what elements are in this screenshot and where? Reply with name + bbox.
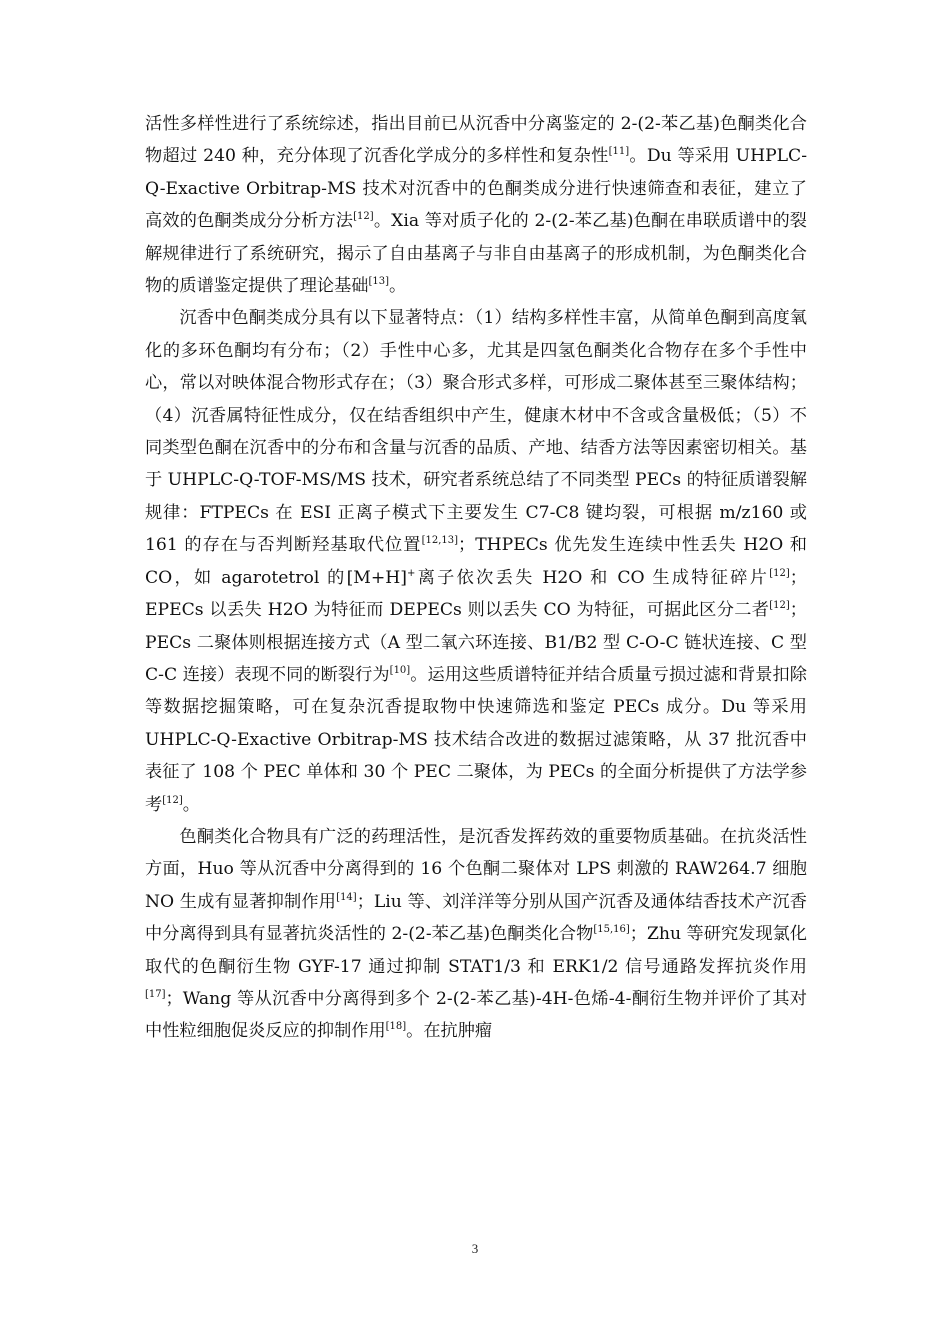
paragraph [145, 302, 807, 821]
text-segment: 。 [182, 794, 200, 815]
citation-superscript: [12] [769, 600, 790, 612]
text-segment: ；Wang 等从沉香中分离得到多个 2-(2-苯乙基)-4H-色烯-4-酮衍生物并评价了其对中性粒细胞促炎反应的抑制作用 [145, 988, 807, 1042]
citation-superscript: + [407, 567, 416, 579]
text-segment: ；THPECs 优先发生连续中性丢失 H2O 和 CO，如 agarotetrol 的[M+H] [145, 535, 807, 588]
citation-superscript: [18] [385, 1021, 407, 1033]
citation-superscript: [12] [353, 211, 374, 223]
citation-superscript: [12] [162, 794, 183, 806]
citation-superscript: [12] [769, 567, 790, 579]
citation-superscript: [13] [368, 276, 389, 288]
text-segment: 沉香中色酮类成分具有以下显著特点：（1）结构多样性丰富，从简单色酮到高度氧化的多环色酮均有分布；（2）手性中心多，尤其是四氢色酮类化合物存在多个手性中心，常以对映体混合物形式存在；（3）聚合形式多样，可形成二聚体甚至三聚体结构；（4）沉香属特征性成分，仅在结香组织中产生，健康木材中不含或含量极低；（5）不同类型色酮在沉香中的分布和含量与沉香的品质、产地、结香方法等因素密切相关。基于 UHPLC-Q-TOF-MS/MS 技术，研究者系统总结了不同类型 PECs 的特征质谱裂解规律：FTPECs 在 ESI 正离子模式下主要发生 C7-C8 键均裂，可根据 m/z160 或 161 的存在与否判断羟基取代位置 [145, 308, 807, 556]
text-segment: 。Du 等采用 UHPLC-Q-Exactive Orbitrap-MS 技术对沉香中的色酮类成分进行快速筛查和表征，建立了高效的色酮类成分分析方法 [145, 146, 807, 232]
citation-superscript: [11] [608, 146, 630, 158]
text-segment: 。 [388, 276, 407, 297]
text-segment: 。在抗肿瘤 [406, 1021, 493, 1042]
page-number: 3 [471, 1241, 479, 1256]
paragraph [145, 821, 807, 1048]
text-segment: ；EPECs 以丢失 H2O 为特征而 DEPECs 则以丢失 CO 为特征，可据此区分二者 [145, 567, 807, 621]
text-segment: 离子依次丢失 H2O 和 CO 生成特征碎片 [415, 567, 770, 588]
paragraph [145, 108, 807, 302]
body-text [145, 108, 807, 1048]
text-segment: ；Zhu 等研究发现氯化取代的色酮衍生物 GYF-17 通过抑制 STAT1/3 和 ERK1/2 信号通路发挥抗炎作用 [145, 924, 807, 977]
text-segment: 色酮类化合物具有广泛的药理活性，是沉香发挥药效的重要物质基础。在抗炎活性方面，Huo 等从沉香中分离得到的 16 个色酮二聚体对 LPS 刺激的 RAW264.7 细胞 NO 生成有显著抑制作用 [145, 826, 807, 912]
text-segment: 。运用这些质谱特征并结合质量亏损过滤和背景扣除等数据挖掘策略，可在复杂沉香提取物中快速筛选和鉴定 PECs 成分。Du 等采用 UHPLC-Q-Exactive Orbitrap-MS 技术结合改进的数据过滤策略，从 37 批沉香中表征了 108 个 PEC 单体和 30 个 PEC 二聚体，为 PECs 的全面分析提供了方法学参考 [145, 664, 807, 815]
text-segment: 。Xia 等对质子化的 2-(2-苯乙基)色酮在串联质谱中的裂解规律进行了系统研究，揭示了自由基离子与非自由基离子的形成机制，为色酮类化合物的质谱鉴定提供了理论基础 [145, 211, 807, 297]
citation-superscript: [10] [389, 664, 411, 676]
citation-superscript: [15,16] [593, 924, 630, 936]
text-segment: ；PECs 二聚体则根据连接方式（A 型二氧六环连接、B1/B2 型 C-O-C 链状连接、C 型 C-C 连接）表现不同的断裂行为 [145, 600, 807, 685]
citation-superscript: [14] [336, 891, 357, 903]
text-segment: ；Liu 等、刘洋洋等分别从国产沉香及通体结香技术产沉香中分离得到具有显著抗炎活性的 2-(2-苯乙基)色酮类化合物 [145, 891, 807, 945]
citation-superscript: [12,13] [421, 535, 458, 547]
citation-superscript: [17] [145, 988, 166, 1000]
text-segment: 活性多样性进行了系统综述，指出目前已从沉香中分离鉴定的 2-(2-苯乙基)色酮类化合物超过 240 种，充分体现了沉香化学成分的多样性和复杂性 [145, 114, 807, 167]
